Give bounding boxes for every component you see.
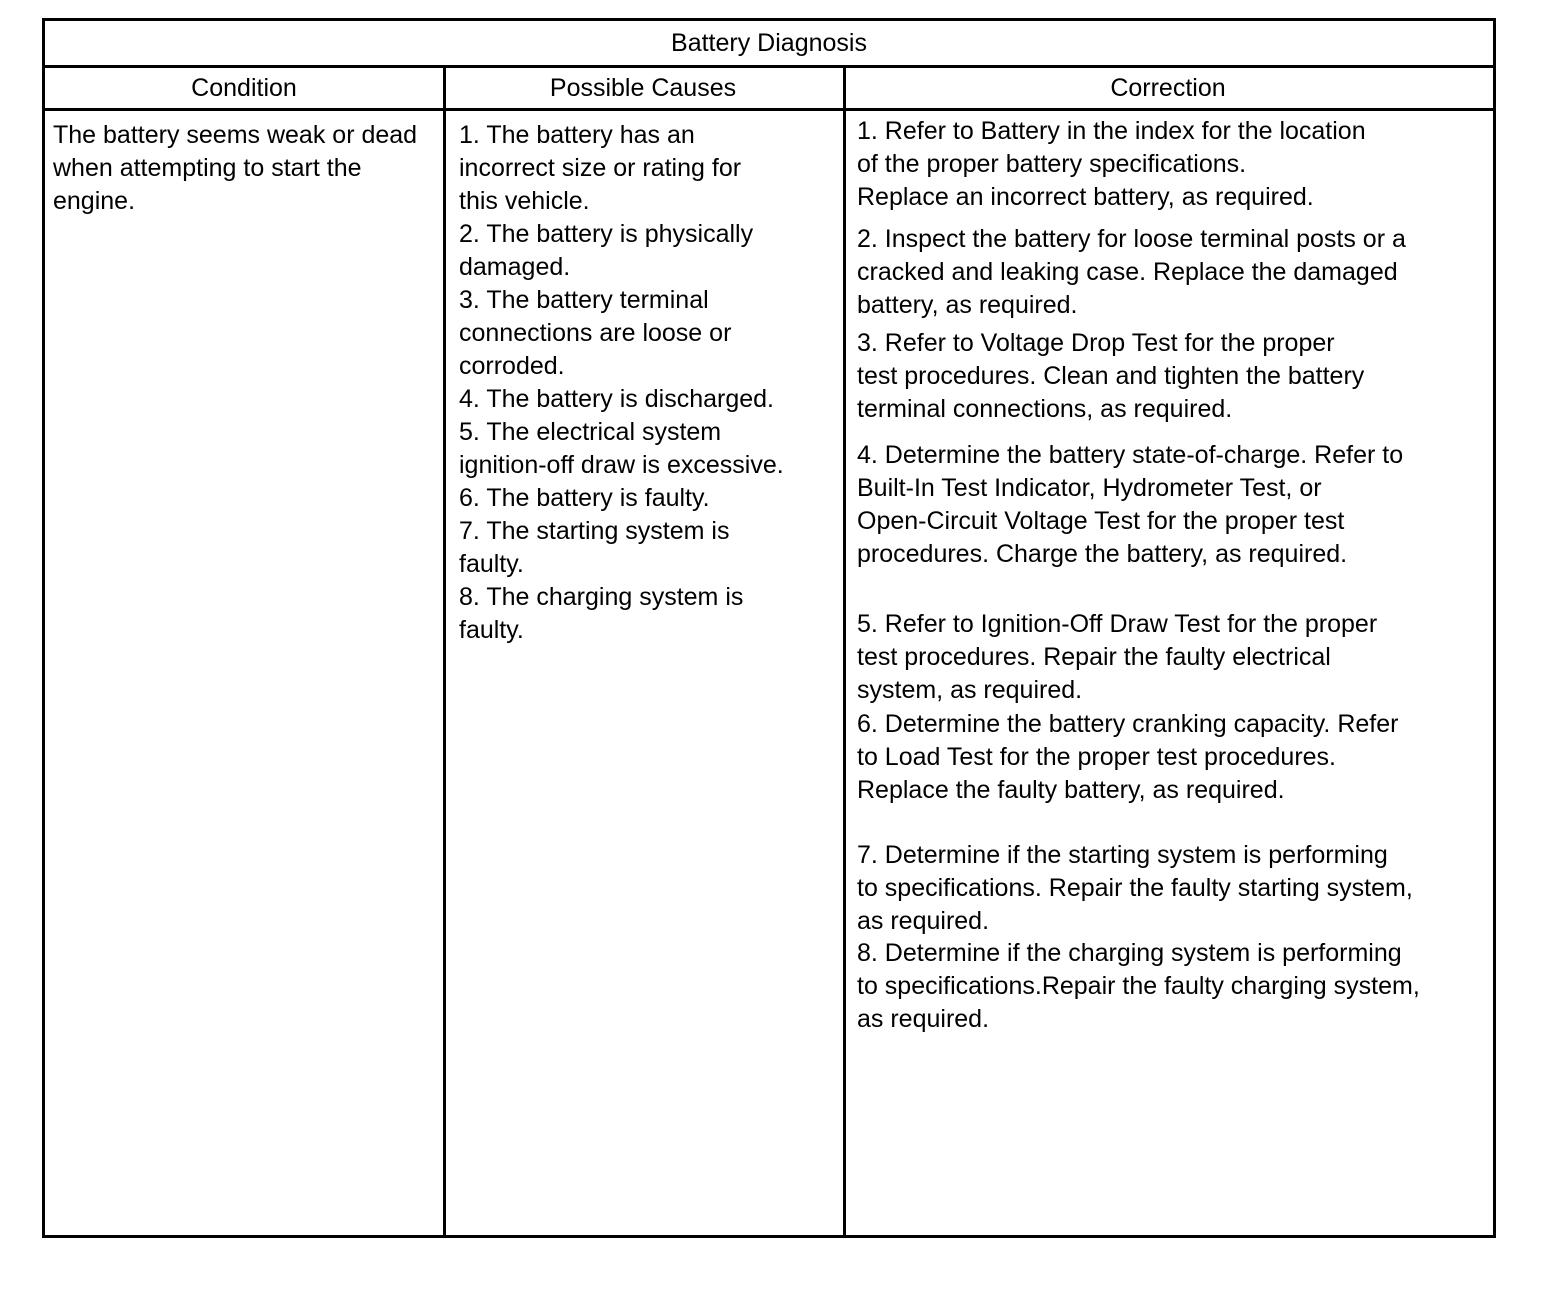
correction-item-7: 7. Determine if the starting system is performing to specifications. Repair the faulty starting system, as required.: [857, 841, 1413, 935]
correction-item-5: 5. Refer to Ignition-Off Draw Test for the proper test procedures. Repair the faulty electrical system, as required.: [857, 610, 1378, 704]
cause-line: 5. The electrical system: [459, 418, 722, 446]
correction-item-4: 4. Determine the battery state-of-charge. Refer to Built-In Test Indicator, Hydrometer Test, or Open-Circuit Voltage Test for the proper test procedures. Charge the battery, as required.: [857, 441, 1404, 568]
correction-item-8: 8. Determine if the charging system is performing to specifications.Repair the faulty charging system, as required.: [857, 939, 1420, 1033]
cause-line: connections are loose or: [459, 319, 732, 347]
cause-line: 4. The battery is discharged.: [459, 385, 774, 413]
correction-item-1: 1. Refer to Battery in the index for the location of the proper battery specifications. Replace an incorrect battery, as required.: [857, 117, 1366, 211]
header-possible-causes: Possible Causes: [549, 73, 737, 102]
cause-line: this vehicle.: [459, 187, 590, 215]
correction-item-2: 2. Inspect the battery for loose terminal posts or a cracked and leaking case. Replace the damaged battery, as required.: [857, 225, 1406, 319]
column-divider-1: [443, 68, 446, 1235]
correction-item-6: 6. Determine the battery cranking capacity. Refer to Load Test for the proper test procedures. Replace the faulty battery, as required.: [857, 710, 1399, 804]
cause-line: damaged.: [459, 253, 571, 281]
cause-line: faulty.: [459, 616, 524, 644]
cause-line: corroded.: [459, 352, 565, 380]
cause-line: 6. The battery is faulty.: [459, 484, 710, 512]
table-title: Battery Diagnosis: [45, 21, 1493, 68]
header-correction: Correction: [1110, 73, 1226, 102]
correction-item-3: 3. Refer to Voltage Drop Test for the proper test procedures. Clean and tighten the battery terminal connections, as required.: [857, 329, 1365, 423]
cause-line: 8. The charging system is: [459, 583, 744, 611]
battery-diagnosis-table: [42, 18, 1496, 1238]
cause-line: incorrect size or rating for: [459, 154, 742, 182]
cause-line: 3. The battery terminal: [459, 286, 709, 314]
condition-cell: The battery seems weak or dead when attempting to start the engine.: [53, 121, 418, 215]
correction-cell: [857, 111, 1497, 1235]
cause-line: 1. The battery has an: [459, 121, 695, 149]
cause-line: ignition-off draw is excessive.: [459, 451, 784, 479]
causes-cell: [459, 111, 844, 1235]
cause-line: 2. The battery is physically: [459, 220, 754, 248]
table-header-row: [45, 68, 1493, 111]
cause-line: 7. The starting system is: [459, 517, 730, 545]
cause-line: faulty.: [459, 550, 524, 578]
header-condition: Condition: [191, 73, 297, 102]
